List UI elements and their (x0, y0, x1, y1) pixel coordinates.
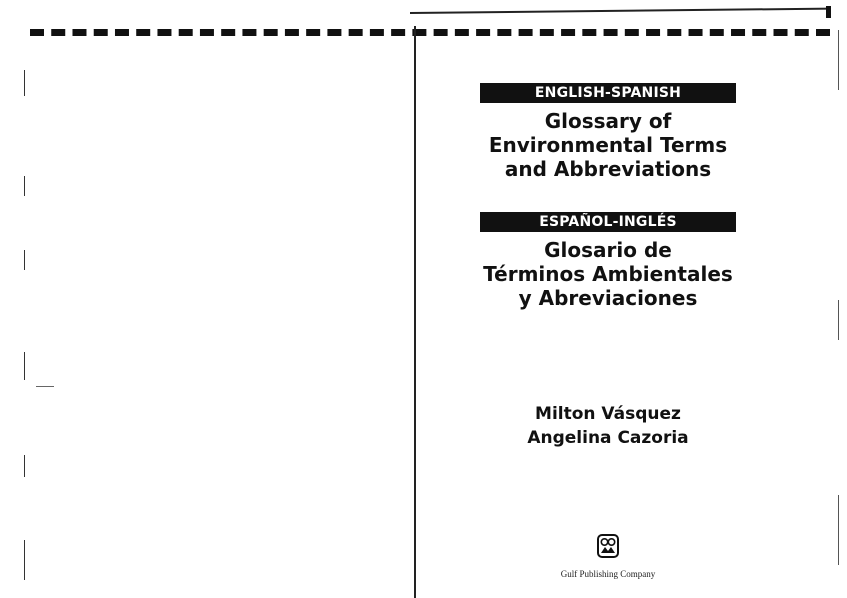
gulf-publishing-logo-icon (597, 534, 619, 558)
margin-mark (24, 540, 25, 580)
authors (456, 402, 760, 450)
margin-mark (838, 495, 839, 565)
spanish-english-band: ESPAÑOL-INGLÉS (480, 212, 736, 232)
margin-mark (838, 30, 839, 90)
spanish-title-line: y Abreviaciones (518, 286, 698, 310)
margin-mark (24, 352, 25, 380)
author-name: Milton Vásquez (535, 404, 681, 424)
english-title (456, 109, 760, 181)
margin-mark (24, 250, 25, 270)
margin-mark (24, 455, 25, 477)
english-title-line: Environmental Terms (488, 133, 728, 157)
author-name: Angelina Cazoria (527, 428, 689, 448)
english-spanish-band: ENGLISH-SPANISH (480, 83, 736, 103)
stray-mark (36, 386, 54, 387)
spanish-title-line: Glosario de (544, 238, 672, 262)
spanish-title (456, 238, 760, 310)
spanish-title-line: Términos Ambientales (483, 262, 733, 286)
margin-mark (838, 300, 839, 340)
publisher-name: Gulf Publishing Company (560, 569, 656, 579)
english-title-line: and Abbreviations (504, 157, 712, 181)
title-page (416, 0, 826, 598)
margin-mark (24, 176, 25, 196)
margin-mark (24, 70, 25, 96)
corner-mark (826, 6, 831, 18)
english-title-line: Glossary of (544, 109, 672, 133)
